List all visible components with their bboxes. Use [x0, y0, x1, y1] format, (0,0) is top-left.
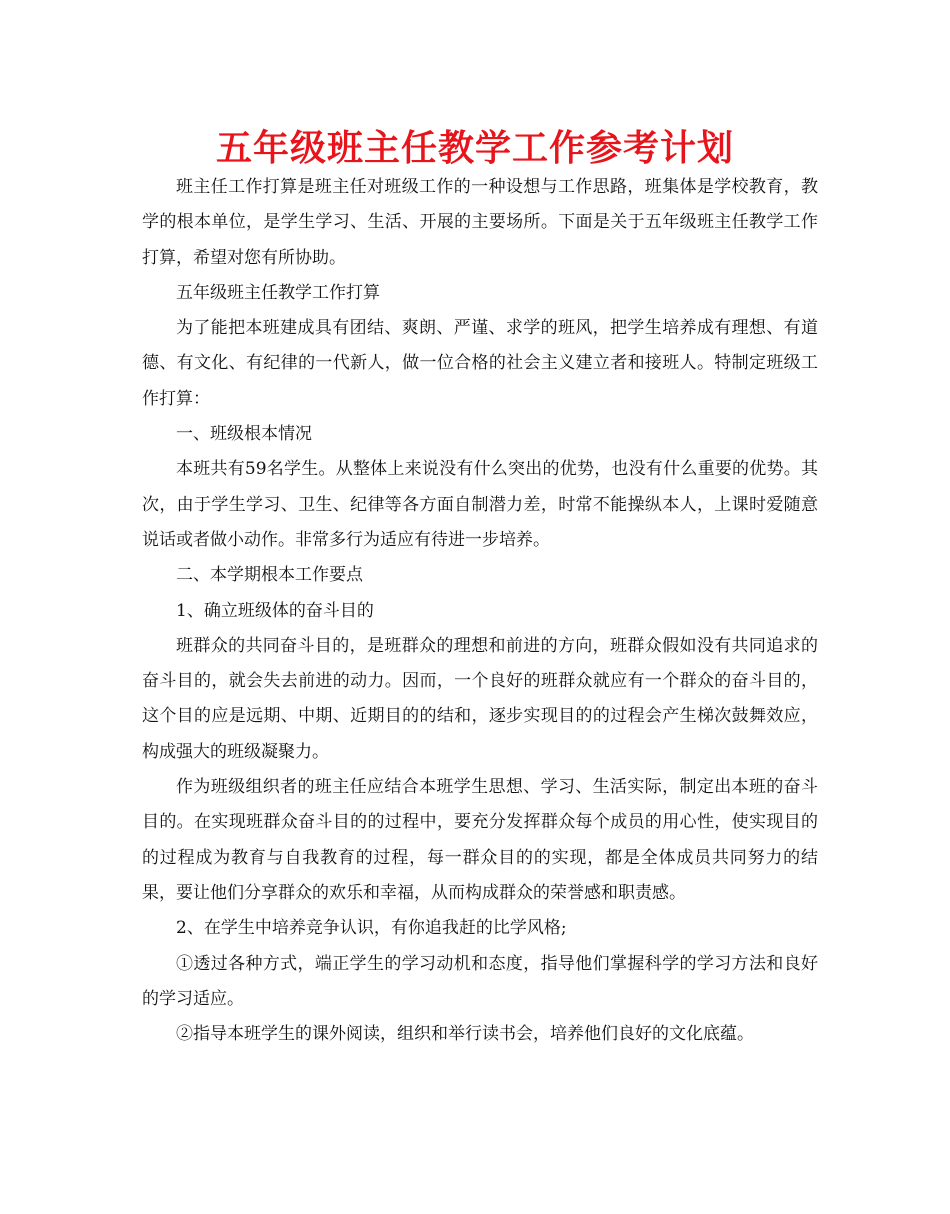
- section-heading-work-points: 二、本学期根本工作要点: [176, 565, 363, 586]
- paragraph-intro: 班主任工作打算是班主任对班级工作的一种设想与工作思路，班集体是学校教育，教学的根本单位，是学生学习、生活、开展的主要场所。下面是关于五年级班主任教学工作打算，希望对您有所协助。: [142, 177, 818, 268]
- list-item-2: ②指导本班学生的课外阅读，组织和举行读书会，培养他们良好的文化底蕴。: [176, 1024, 754, 1045]
- document-title: 五年级班主任教学工作参考计划: [215, 128, 734, 169]
- paragraph-class-situation: 本班共有59名学生。从整体上来说没有什么突出的优势，也没有什么重要的优势。其次，由于学生学习、卫生、纪律等各方面自制潜力差，时常不能操纵本人，上课时爱随意说话或者做小动作。非常多行为适应有待进一步培养。: [142, 459, 818, 550]
- paragraph-purpose: 为了能把本班建成具有团结、爽朗、严谨、求学的班风，把学生培养成有理想、有道德、有文化、有纪律的一代新人，做一位合格的社会主义建立者和接班人。特制定班级工作打算：: [142, 318, 818, 409]
- subheading-competition: 2、在学生中培养竞争认识，有你追我赶的比学风格;: [176, 918, 567, 939]
- paragraph-goal-2: 作为班级组织者的班主任应结合本班学生思想、学习、生活实际，制定出本班的奋斗目的。在实现班群众奋斗目的的过程中，要充分发挥群众每个成员的用心性，使实现目的的过程成为教育与自我教育的过程，每一群众目的的实现，都是全体成员共同努力的结果，要让他们分享群众的欢乐和幸福，从而构成群众的荣誉感和职责感。: [142, 777, 818, 903]
- section-heading-class-situation: 一、班级根本情况: [176, 424, 312, 445]
- subheading-goal: 1、确立班级体的奋斗目的: [176, 600, 374, 621]
- document-body: [142, 170, 818, 1052]
- paragraph-goal-1: 班群众的共同奋斗目的，是班群众的理想和前进的方向，班群众假如没有共同追求的奋斗目的，就会失去前进的动力。因而，一个良好的班群众就应有一个群众的奋斗目的，这个目的应是远期、中期、近期目的的结和，逐步实现目的的过程会产生梯次鼓舞效应，构成强大的班级凝聚力。: [142, 635, 818, 762]
- list-item-1: ①透过各种方式，端正学生的学习动机和态度，指导他们掌握科学的学习方法和良好的学习适应。: [142, 953, 818, 1009]
- paragraph-subtitle: 五年级班主任教学工作打算: [176, 282, 380, 303]
